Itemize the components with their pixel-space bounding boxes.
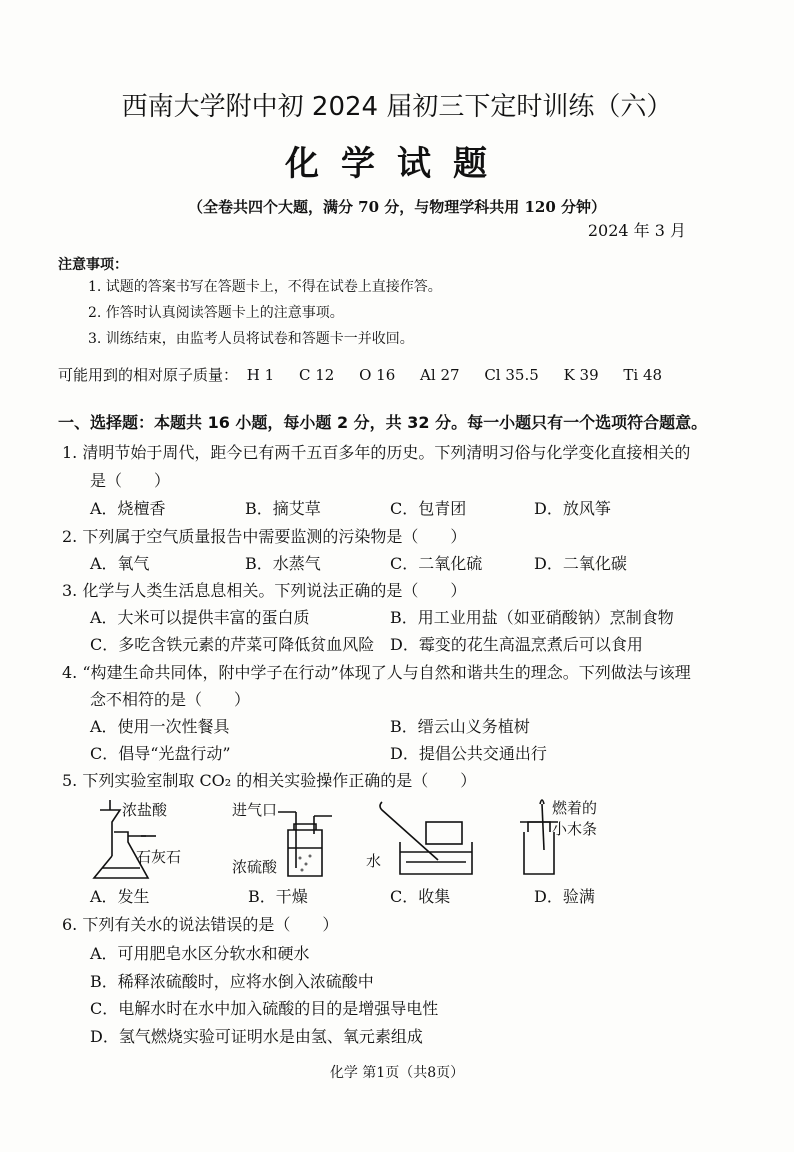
apparatus-label: 石灰石: [136, 848, 182, 866]
option: B．干燥: [248, 887, 308, 906]
option: D．霉变的花生高温烹煮后可以食用: [390, 635, 643, 654]
option: B．用工业用盐（如亚硝酸钠）烹制食物: [390, 608, 674, 627]
atomic-mass: Cl 35.5: [484, 366, 539, 384]
option: B．缙云山义务植树: [390, 717, 530, 736]
apparatus-label: 浓盐酸: [122, 801, 168, 819]
question-stem: 3. 化学与人类生活息息相关。下列说法正确的是（ ）: [62, 581, 467, 600]
option: C．包青团: [390, 499, 467, 518]
atomic-masses: [58, 364, 682, 385]
option: C．收集: [390, 887, 451, 906]
note-item: 2. 作答时认真阅读答题卡上的注意事项。: [88, 305, 344, 321]
exam-title: 西南大学附中初 2024 届初三下定时训练（六）: [121, 92, 673, 122]
question-stem: 5. 下列实验室制取 CO₂ 的相关实验操作正确的是（ ）: [62, 771, 477, 790]
section-heading: 一、选择题：本题共 16 小题，每小题 2 分，共 32 分。每一小题只有一个选项符合题意。: [58, 413, 708, 432]
atomic-mass: K 39: [563, 366, 599, 384]
apparatus-label: 进气口: [232, 801, 278, 819]
exam-info: （全卷共四个大题，满分 70 分，与物理学科共用 120 分钟）: [187, 198, 607, 216]
apparatus-label: 燃着的: [552, 799, 598, 817]
option: B．稀释浓硫酸时，应将水倒入浓硫酸中: [90, 972, 374, 991]
option: D．验满: [534, 887, 595, 906]
option: C．倡导“光盘行动”: [90, 744, 231, 763]
atomic-mass: O 16: [359, 366, 396, 384]
option: C．二氧化硫: [390, 554, 483, 573]
option: A．烧檀香: [90, 499, 166, 518]
apparatus-label: 浓硫酸: [232, 858, 278, 876]
apparatus-c-illustration: [378, 800, 478, 880]
option: B．水蒸气: [245, 554, 321, 573]
atomic-mass: H 1: [246, 366, 275, 384]
exam-date: 2024 年 3 月: [587, 221, 686, 240]
option: C．电解水时在水中加入硫酸的目的是增强导电性: [90, 999, 439, 1018]
question-stem: 念不相符的是（ ）: [90, 690, 251, 709]
apparatus-label: 水: [366, 852, 382, 870]
note-item: 1. 试题的答案书写在答题卡上，不得在试卷上直接作答。: [88, 279, 442, 295]
atomic-mass: C 12: [298, 366, 335, 384]
option: A．发生: [90, 887, 150, 906]
apparatus-label: 小木条: [552, 820, 598, 838]
notes-title: 注意事项：: [58, 257, 128, 273]
option: C．多吃含铁元素的芹菜可降低贫血风险: [90, 635, 375, 654]
question-stem: 4. “构建生命共同体，附中学子在行动”体现了人与自然和谐共生的理念。下列做法与该理: [62, 663, 691, 682]
option: D．二氧化碳: [534, 554, 627, 573]
question-stem: 2. 下列属于空气质量报告中需要监测的污染物是（ ）: [62, 527, 467, 546]
atomic-mass: Ti 48: [623, 366, 663, 384]
option: D．氢气燃烧实验可证明水是由氢、氧元素组成: [90, 1027, 423, 1046]
option: D．放风筝: [534, 499, 611, 518]
page-footer: 化学 第1页（共8页）: [329, 1065, 465, 1081]
option: A．大米可以提供丰富的蛋白质: [90, 608, 310, 627]
apparatus-b-illustration: [276, 810, 336, 878]
option: A．使用一次性餐具: [90, 717, 230, 736]
option: A．可用肥皂水区分软水和硬水: [90, 944, 310, 963]
atomic-masses-label: 可能用到的相对原子质量：: [58, 366, 239, 384]
option: B．摘艾草: [245, 499, 321, 518]
question-stem: 是（ ）: [90, 471, 171, 490]
question-stem: 6. 下列有关水的说法错误的是（ ）: [62, 915, 339, 934]
atomic-mass: Al 27: [420, 366, 460, 384]
option: A．氧气: [90, 554, 150, 573]
option: D．提倡公共交通出行: [390, 744, 547, 763]
subject-title: 化学试题: [285, 144, 509, 184]
note-item: 3. 训练结束，由监考人员将试卷和答题卡一并收回。: [88, 331, 414, 347]
question-stem: 1. 清明节始于周代，距今已有两千五百多年的历史。下列清明习俗与化学变化直接相关的: [62, 443, 691, 462]
